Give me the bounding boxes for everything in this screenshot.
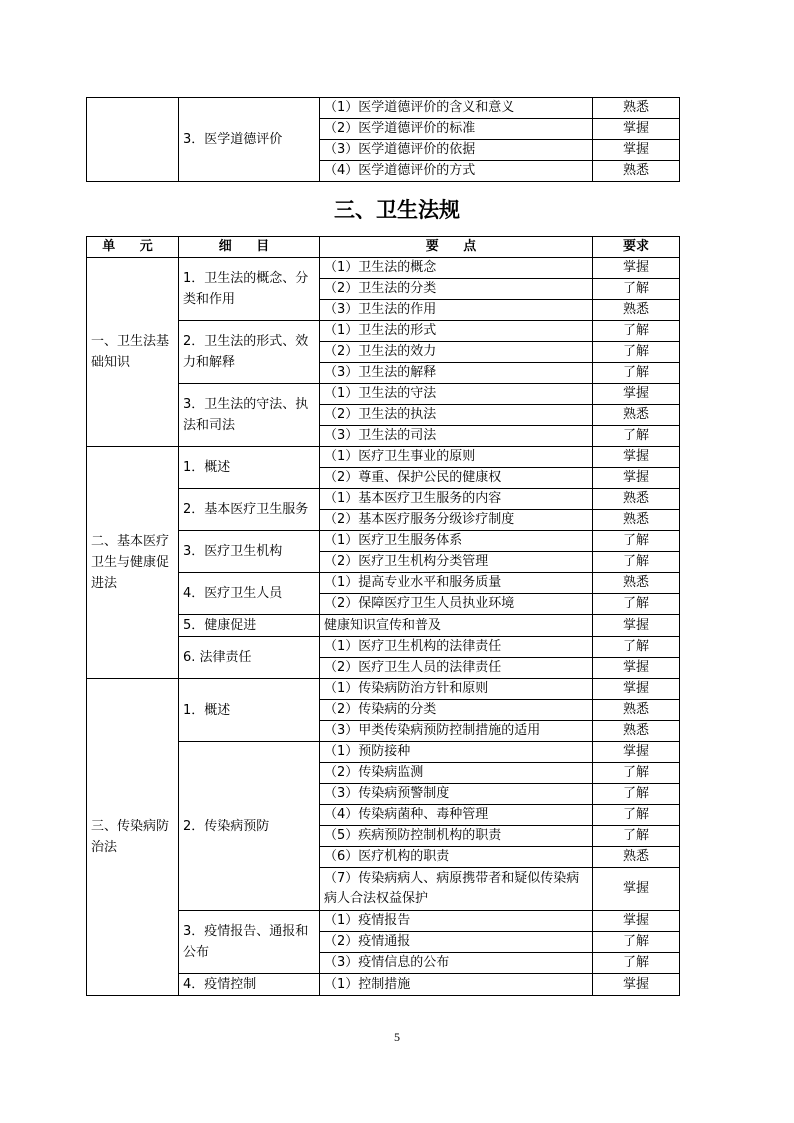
requirement-cell: 掌握: [593, 974, 680, 996]
point-cell: （1）医学道德评价的含义和意义: [320, 98, 593, 119]
item-cell: 3．卫生法的守法、执法和司法: [179, 384, 320, 447]
table-row: [87, 679, 680, 700]
point-cell: （4）传染病菌种、毒种管理: [320, 805, 593, 826]
point-cell: （3）医学道德评价的依据: [320, 140, 593, 161]
requirement-cell: 掌握: [593, 119, 680, 140]
item-cell: 2．基本医疗卫生服务: [179, 489, 320, 531]
requirement-cell: 熟悉: [593, 98, 680, 119]
point-cell: （1）医疗卫生事业的原则: [320, 447, 593, 468]
syllabus-table: [86, 236, 680, 996]
requirement-cell: 了解: [593, 426, 680, 447]
point-cell: （3）卫生法的解释: [320, 363, 593, 384]
requirement-cell: 熟悉: [593, 721, 680, 742]
header-point: 要 点: [320, 237, 593, 258]
point-cell: （1）控制措施: [320, 974, 593, 996]
requirement-cell: 了解: [593, 953, 680, 974]
unit-cell: 三、传染病防治法: [87, 679, 179, 996]
point-cell: （1）卫生法的概念: [320, 258, 593, 279]
point-cell: （2）疫情通报: [320, 932, 593, 953]
requirement-cell: 掌握: [593, 258, 680, 279]
point-cell: （1）基本医疗卫生服务的内容: [320, 489, 593, 510]
page-number: 5: [394, 1030, 400, 1044]
point-cell: （2）医疗卫生人员的法律责任: [320, 658, 593, 679]
header-item: 细 目: [179, 237, 320, 258]
point-cell: （2）尊重、保护公民的健康权: [320, 468, 593, 489]
item-cell: 3．医疗卫生机构: [179, 531, 320, 573]
item-cell: 1．概述: [179, 447, 320, 489]
point-cell: （3）传染病预警制度: [320, 784, 593, 805]
requirement-cell: 了解: [593, 279, 680, 300]
point-cell: （1）预防接种: [320, 742, 593, 763]
requirement-cell: 掌握: [593, 468, 680, 489]
item-cell: 2．传染病预防: [179, 742, 320, 911]
unit-cell: 二、基本医疗卫生与健康促进法: [87, 447, 179, 679]
item-cell: 1．卫生法的概念、分类和作用: [179, 258, 320, 321]
point-cell: （6）医疗机构的职责: [320, 847, 593, 868]
point-cell: （2）基本医疗服务分级诊疗制度: [320, 510, 593, 531]
requirement-cell: 掌握: [593, 911, 680, 932]
requirement-cell: 熟悉: [593, 161, 680, 182]
requirement-cell: 了解: [593, 363, 680, 384]
point-cell: （2）医疗卫生机构分类管理: [320, 552, 593, 573]
point-cell: （3）疫情信息的公布: [320, 953, 593, 974]
requirement-cell: 掌握: [593, 658, 680, 679]
item-cell: 4．疫情控制: [179, 974, 320, 996]
requirement-cell: 熟悉: [593, 405, 680, 426]
requirement-cell: 了解: [593, 932, 680, 953]
point-cell: （1）卫生法的形式: [320, 321, 593, 342]
requirement-cell: 了解: [593, 763, 680, 784]
item-cell: 3．疫情报告、通报和公布: [179, 911, 320, 974]
requirement-cell: 熟悉: [593, 489, 680, 510]
point-cell: （1）医疗卫生机构的法律责任: [320, 637, 593, 658]
requirement-cell: 熟悉: [593, 300, 680, 321]
requirement-cell: 了解: [593, 531, 680, 552]
requirement-cell: 了解: [593, 321, 680, 342]
continuation-table: [86, 97, 680, 182]
table-row: [87, 258, 680, 279]
point-cell: 健康知识宣传和普及: [320, 615, 593, 637]
point-cell: （1）卫生法的守法: [320, 384, 593, 405]
requirement-cell: 掌握: [593, 140, 680, 161]
point-cell: （1）传染病防治方针和原则: [320, 679, 593, 700]
requirement-cell: 了解: [593, 552, 680, 573]
requirement-cell: 掌握: [593, 447, 680, 468]
table-header-row: [87, 237, 680, 258]
requirement-cell: 掌握: [593, 742, 680, 763]
point-cell: （4）医学道德评价的方式: [320, 161, 593, 182]
point-cell: （2）传染病监测: [320, 763, 593, 784]
requirement-cell: 了解: [593, 784, 680, 805]
point-cell: （3）卫生法的司法: [320, 426, 593, 447]
header-requirement: 要求: [593, 237, 680, 258]
point-cell: （2）卫生法的效力: [320, 342, 593, 363]
table-row: [87, 447, 680, 468]
item-cell: 2．卫生法的形式、效力和解释: [179, 321, 320, 384]
item-cell: 4．医疗卫生人员: [179, 573, 320, 615]
requirement-cell: 了解: [593, 342, 680, 363]
requirement-cell: 熟悉: [593, 573, 680, 594]
point-cell: （5）疾病预防控制机构的职责: [320, 826, 593, 847]
point-cell: （2）医学道德评价的标准: [320, 119, 593, 140]
item-cell: 6. 法律责任: [179, 637, 320, 679]
item-cell: 5．健康促进: [179, 615, 320, 637]
requirement-cell: 掌握: [593, 384, 680, 405]
point-cell: （1）提高专业水平和服务质量: [320, 573, 593, 594]
point-cell: （1）疫情报告: [320, 911, 593, 932]
requirement-cell: 了解: [593, 594, 680, 615]
point-cell: （1）医疗卫生服务体系: [320, 531, 593, 552]
point-cell: （7）传染病病人、病原携带者和疑似传染病病人合法权益保护: [320, 868, 593, 911]
point-cell: （3）甲类传染病预防控制措施的适用: [320, 721, 593, 742]
requirement-cell: 熟悉: [593, 847, 680, 868]
section-title: 三、卫生法规: [334, 197, 460, 222]
item-cell: 1．概述: [179, 679, 320, 742]
point-cell: （2）卫生法的执法: [320, 405, 593, 426]
requirement-cell: 掌握: [593, 615, 680, 637]
requirement-cell: 掌握: [593, 679, 680, 700]
requirement-cell: 熟悉: [593, 700, 680, 721]
requirement-cell: 了解: [593, 637, 680, 658]
requirement-cell: 掌握: [593, 868, 680, 911]
table-row: [87, 98, 680, 119]
point-cell: （2）传染病的分类: [320, 700, 593, 721]
requirement-cell: 了解: [593, 805, 680, 826]
point-cell: （3）卫生法的作用: [320, 300, 593, 321]
point-cell: （2）保障医疗卫生人员执业环境: [320, 594, 593, 615]
unit-cell: [87, 98, 179, 182]
item-cell: 3．医学道德评价: [179, 98, 320, 182]
header-unit: 单 元: [87, 237, 179, 258]
unit-cell: 一、卫生法基础知识: [87, 258, 179, 447]
point-cell: （2）卫生法的分类: [320, 279, 593, 300]
requirement-cell: 熟悉: [593, 510, 680, 531]
requirement-cell: 了解: [593, 826, 680, 847]
